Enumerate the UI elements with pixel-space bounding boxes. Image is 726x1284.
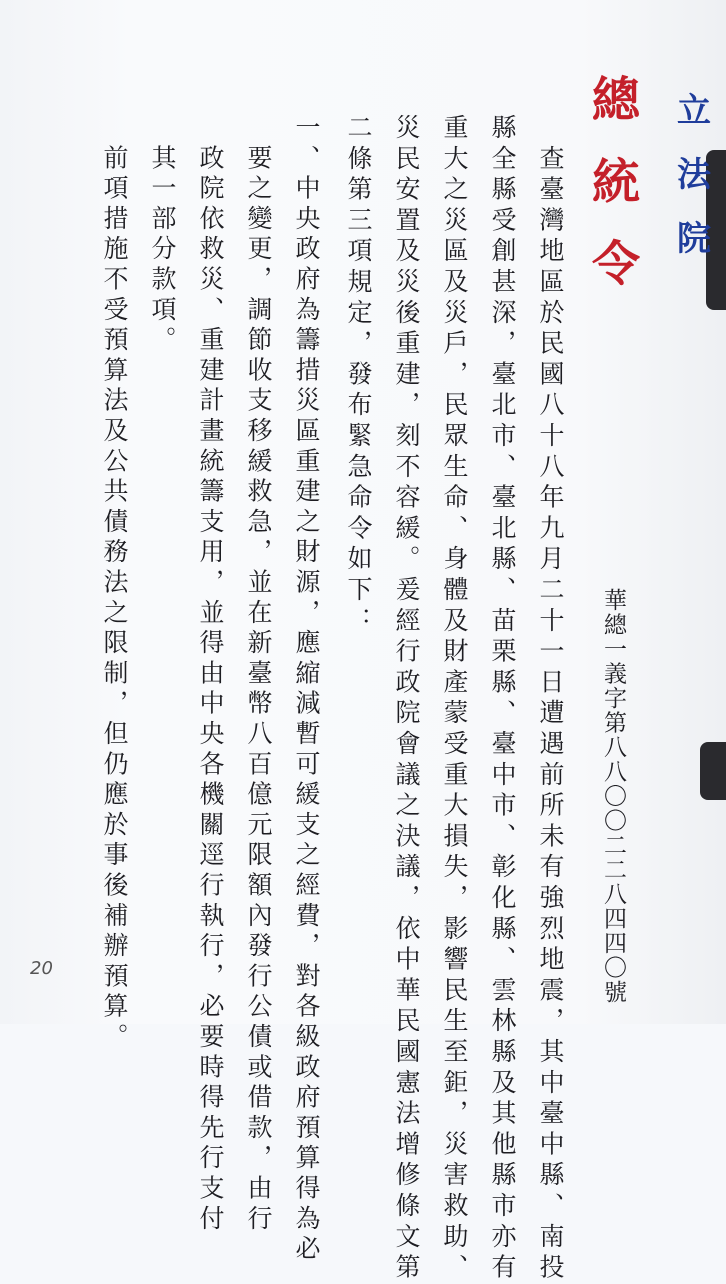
body-column-5: 二條第三項規定，發布緊急命令如下： xyxy=(344,114,373,638)
body-column-1: 查臺灣地區於民國八十八年九月二十一日遭遇前所未有強烈地震，其中臺中縣、南投 xyxy=(536,114,565,1284)
body-column-2: 縣全縣受創甚深，臺北市、臺北縣、苗栗縣、臺中市、彰化縣、雲林縣及其他縣市亦有 xyxy=(488,114,517,1284)
clause-1-column-5: 前項措施不受預算法及公共債務法之限制，但仍應於事後補辦預算。 xyxy=(100,114,129,1054)
title-char-1: 總 xyxy=(591,72,640,128)
handwritten-page-note: 20 xyxy=(30,958,53,979)
edge-mark-bottom xyxy=(700,742,726,800)
seal-char-1: 立 xyxy=(677,91,711,131)
body-column-3: 重大之災區及災戶，民眾生命、身體及財產蒙受重大損失，影響民生至鉅，災害救助、 xyxy=(440,114,469,1284)
body-column-4: 災民安置及災後重建，刻不容緩。爰經行政院會議之決議，依中華民國憲法增修條文第 xyxy=(392,114,421,1284)
clause-1-column-1: 一、中央政府為籌措災區重建之財源，應縮減暫可緩支之經費，對各級政府預算得為必 xyxy=(292,114,321,1266)
document-number: 華總一義字第八八〇〇二二八四四〇號 xyxy=(600,588,626,1005)
clause-1-column-4: 其一部分款項。 xyxy=(148,114,177,357)
clause-1-column-2: 要之變更，調節收支移緩救急，並在新臺幣八百億元限額內發行公債或借款，由行 xyxy=(244,114,273,1236)
seal-char-2: 法 xyxy=(677,155,711,195)
seal-char-3: 院 xyxy=(677,219,711,259)
title-char-3: 令 xyxy=(591,236,640,292)
clause-1-column-3: 政院依救災、重建計畫統籌支用，並得由中央各機關逕行執行，必要時得先行支付 xyxy=(196,114,225,1236)
title-char-2: 統 xyxy=(591,154,640,210)
